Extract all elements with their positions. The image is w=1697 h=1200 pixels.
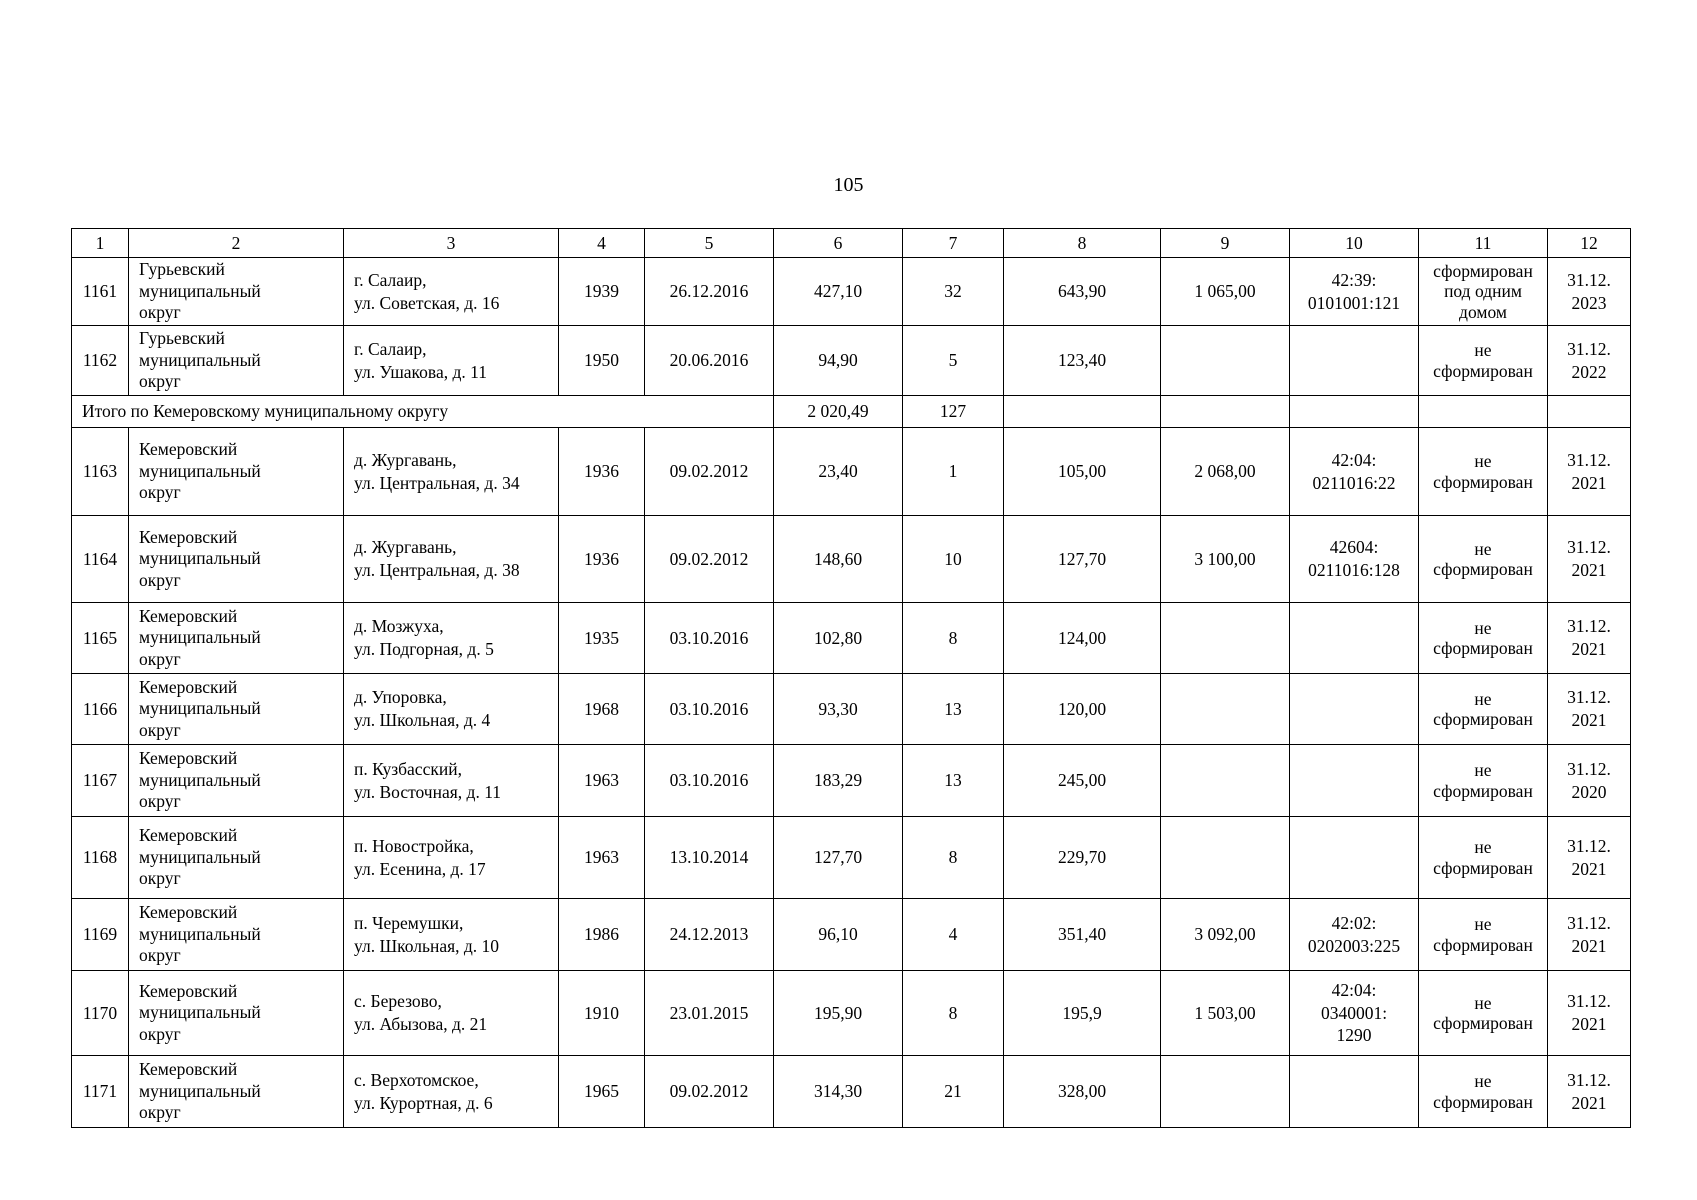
row-number-cell: 1167 (72, 745, 129, 817)
land-status-cell: не сформирован (1419, 516, 1548, 603)
year-cell: 1950 (559, 326, 645, 396)
cadastral-value-cell: 2 068,00 (1161, 428, 1290, 516)
residents-cell: 13 (903, 745, 1004, 817)
residents-cell: 10 (903, 516, 1004, 603)
inspection-date-cell: 23.01.2015 (645, 971, 774, 1056)
summary-residents: 127 (903, 396, 1004, 428)
deadline-cell: 31.12. 2022 (1548, 326, 1631, 396)
area-cell: 314,30 (774, 1056, 903, 1128)
inspection-date-cell: 26.12.2016 (645, 258, 774, 326)
column-number-header (72, 229, 1631, 258)
land-area-cell: 351,40 (1004, 899, 1161, 971)
deadline-cell: 31.12. 2021 (1548, 817, 1631, 899)
cadastral-number-cell: 42:02: 0202003:225 (1290, 899, 1419, 971)
cadastral-value-cell: 3 100,00 (1161, 516, 1290, 603)
land-status-cell: не сформирован (1419, 899, 1548, 971)
housing-table (71, 228, 1631, 1128)
address-cell: п. Черемушки, ул. Школьная, д. 10 (344, 899, 559, 971)
land-area-cell: 120,00 (1004, 674, 1161, 745)
header-cell: 11 (1419, 229, 1548, 258)
cadastral-number-cell: 42604: 0211016:128 (1290, 516, 1419, 603)
area-cell: 96,10 (774, 899, 903, 971)
inspection-date-cell: 09.02.2012 (645, 428, 774, 516)
land-area-cell: 245,00 (1004, 745, 1161, 817)
year-cell: 1936 (559, 428, 645, 516)
district-cell: Гурьевский муниципальный округ (129, 258, 344, 326)
table-row (72, 899, 1631, 971)
area-cell: 94,90 (774, 326, 903, 396)
header-cell: 12 (1548, 229, 1631, 258)
land-status-cell: не сформирован (1419, 428, 1548, 516)
cadastral-value-cell (1161, 326, 1290, 396)
residents-cell: 8 (903, 603, 1004, 674)
address-cell: с. Березово, ул. Абызова, д. 21 (344, 971, 559, 1056)
summary-empty-cell (1161, 396, 1290, 428)
district-cell: Кемеровский муниципальный округ (129, 516, 344, 603)
year-cell: 1935 (559, 603, 645, 674)
header-cell: 5 (645, 229, 774, 258)
cadastral-number-cell (1290, 1056, 1419, 1128)
area-cell: 127,70 (774, 817, 903, 899)
cadastral-number-cell (1290, 745, 1419, 817)
inspection-date-cell: 24.12.2013 (645, 899, 774, 971)
header-cell: 1 (72, 229, 129, 258)
district-cell: Кемеровский муниципальный округ (129, 674, 344, 745)
residents-cell: 21 (903, 1056, 1004, 1128)
year-cell: 1968 (559, 674, 645, 745)
inspection-date-cell: 03.10.2016 (645, 603, 774, 674)
summary-area: 2 020,49 (774, 396, 903, 428)
year-cell: 1936 (559, 516, 645, 603)
land-status-cell: сформирован под одним домом (1419, 258, 1548, 326)
summary-empty-cell (1290, 396, 1419, 428)
table-row (72, 603, 1631, 674)
district-cell: Гурьевский муниципальный округ (129, 326, 344, 396)
row-number-cell: 1162 (72, 326, 129, 396)
district-cell: Кемеровский муниципальный округ (129, 603, 344, 674)
land-area-cell: 328,00 (1004, 1056, 1161, 1128)
summary-row (72, 396, 1631, 428)
deadline-cell: 31.12. 2020 (1548, 745, 1631, 817)
land-area-cell: 127,70 (1004, 516, 1161, 603)
address-cell: с. Верхотомское, ул. Курортная, д. 6 (344, 1056, 559, 1128)
deadline-cell: 31.12. 2021 (1548, 1056, 1631, 1128)
land-status-cell: не сформирован (1419, 1056, 1548, 1128)
deadline-cell: 31.12. 2021 (1548, 971, 1631, 1056)
address-cell: д. Жургавань, ул. Центральная, д. 38 (344, 516, 559, 603)
land-area-cell: 124,00 (1004, 603, 1161, 674)
district-cell: Кемеровский муниципальный округ (129, 745, 344, 817)
table-row (72, 745, 1631, 817)
inspection-date-cell: 03.10.2016 (645, 674, 774, 745)
land-status-cell: не сформирован (1419, 603, 1548, 674)
row-number-cell: 1168 (72, 817, 129, 899)
area-cell: 148,60 (774, 516, 903, 603)
year-cell: 1986 (559, 899, 645, 971)
cadastral-number-cell (1290, 674, 1419, 745)
inspection-date-cell: 13.10.2014 (645, 817, 774, 899)
address-cell: г. Салаир, ул. Ушакова, д. 11 (344, 326, 559, 396)
deadline-cell: 31.12. 2021 (1548, 428, 1631, 516)
land-status-cell: не сформирован (1419, 326, 1548, 396)
year-cell: 1963 (559, 817, 645, 899)
land-status-cell: не сформирован (1419, 817, 1548, 899)
cadastral-number-cell (1290, 603, 1419, 674)
area-cell: 93,30 (774, 674, 903, 745)
deadline-cell: 31.12. 2021 (1548, 603, 1631, 674)
cadastral-number-cell (1290, 817, 1419, 899)
address-cell: д. Мозжуха, ул. Подгорная, д. 5 (344, 603, 559, 674)
cadastral-number-cell: 42:04: 0211016:22 (1290, 428, 1419, 516)
header-cell: 2 (129, 229, 344, 258)
area-cell: 23,40 (774, 428, 903, 516)
deadline-cell: 31.12. 2021 (1548, 674, 1631, 745)
area-cell: 102,80 (774, 603, 903, 674)
inspection-date-cell: 03.10.2016 (645, 745, 774, 817)
deadline-cell: 31.12. 2023 (1548, 258, 1631, 326)
land-status-cell: не сформирован (1419, 674, 1548, 745)
year-cell: 1963 (559, 745, 645, 817)
table-row (72, 428, 1631, 516)
cadastral-value-cell (1161, 745, 1290, 817)
address-cell: п. Новостройка, ул. Есенина, д. 17 (344, 817, 559, 899)
residents-cell: 4 (903, 899, 1004, 971)
table-row (72, 516, 1631, 603)
district-cell: Кемеровский муниципальный округ (129, 428, 344, 516)
year-cell: 1965 (559, 1056, 645, 1128)
area-cell: 427,10 (774, 258, 903, 326)
cadastral-number-cell (1290, 326, 1419, 396)
header-cell: 3 (344, 229, 559, 258)
address-cell: д. Жургавань, ул. Центральная, д. 34 (344, 428, 559, 516)
land-area-cell: 643,90 (1004, 258, 1161, 326)
district-cell: Кемеровский муниципальный округ (129, 899, 344, 971)
row-number-cell: 1163 (72, 428, 129, 516)
land-status-cell: не сформирован (1419, 971, 1548, 1056)
summary-empty-cell (1004, 396, 1161, 428)
residents-cell: 8 (903, 971, 1004, 1056)
cadastral-number-cell: 42:39: 0101001:121 (1290, 258, 1419, 326)
cadastral-value-cell (1161, 1056, 1290, 1128)
row-number-cell: 1171 (72, 1056, 129, 1128)
deadline-cell: 31.12. 2021 (1548, 516, 1631, 603)
land-area-cell: 229,70 (1004, 817, 1161, 899)
cadastral-value-cell (1161, 603, 1290, 674)
row-number-cell: 1165 (72, 603, 129, 674)
table-row (72, 258, 1631, 326)
address-cell: г. Салаир, ул. Советская, д. 16 (344, 258, 559, 326)
summary-empty-cell (1419, 396, 1548, 428)
cadastral-value-cell (1161, 817, 1290, 899)
header-cell: 4 (559, 229, 645, 258)
address-cell: д. Упоровка, ул. Школьная, д. 4 (344, 674, 559, 745)
summary-label: Итого по Кемеровскому муниципальному округу (72, 396, 774, 428)
residents-cell: 1 (903, 428, 1004, 516)
table-row (72, 1056, 1631, 1128)
table-row (72, 817, 1631, 899)
residents-cell: 13 (903, 674, 1004, 745)
district-cell: Кемеровский муниципальный округ (129, 1056, 344, 1128)
cadastral-value-cell (1161, 674, 1290, 745)
header-cell: 6 (774, 229, 903, 258)
district-cell: Кемеровский муниципальный округ (129, 817, 344, 899)
address-cell: п. Кузбасский, ул. Восточная, д. 11 (344, 745, 559, 817)
residents-cell: 5 (903, 326, 1004, 396)
header-cell: 9 (1161, 229, 1290, 258)
header-cell: 10 (1290, 229, 1419, 258)
row-number-cell: 1169 (72, 899, 129, 971)
table-row (72, 971, 1631, 1056)
table-row (72, 326, 1631, 396)
year-cell: 1910 (559, 971, 645, 1056)
land-area-cell: 123,40 (1004, 326, 1161, 396)
residents-cell: 32 (903, 258, 1004, 326)
table-row (72, 674, 1631, 745)
header-cell: 7 (903, 229, 1004, 258)
row-number-cell: 1170 (72, 971, 129, 1056)
land-status-cell: не сформирован (1419, 745, 1548, 817)
inspection-date-cell: 09.02.2012 (645, 516, 774, 603)
residents-cell: 8 (903, 817, 1004, 899)
area-cell: 183,29 (774, 745, 903, 817)
land-area-cell: 105,00 (1004, 428, 1161, 516)
inspection-date-cell: 20.06.2016 (645, 326, 774, 396)
district-cell: Кемеровский муниципальный округ (129, 971, 344, 1056)
row-number-cell: 1161 (72, 258, 129, 326)
row-number-cell: 1164 (72, 516, 129, 603)
land-area-cell: 195,9 (1004, 971, 1161, 1056)
deadline-cell: 31.12. 2021 (1548, 899, 1631, 971)
cadastral-value-cell: 3 092,00 (1161, 899, 1290, 971)
inspection-date-cell: 09.02.2012 (645, 1056, 774, 1128)
cadastral-value-cell: 1 065,00 (1161, 258, 1290, 326)
page-number: 105 (833, 174, 864, 196)
year-cell: 1939 (559, 258, 645, 326)
cadastral-number-cell: 42:04: 0340001: 1290 (1290, 971, 1419, 1056)
area-cell: 195,90 (774, 971, 903, 1056)
summary-empty-cell (1548, 396, 1631, 428)
header-cell: 8 (1004, 229, 1161, 258)
row-number-cell: 1166 (72, 674, 129, 745)
cadastral-value-cell: 1 503,00 (1161, 971, 1290, 1056)
